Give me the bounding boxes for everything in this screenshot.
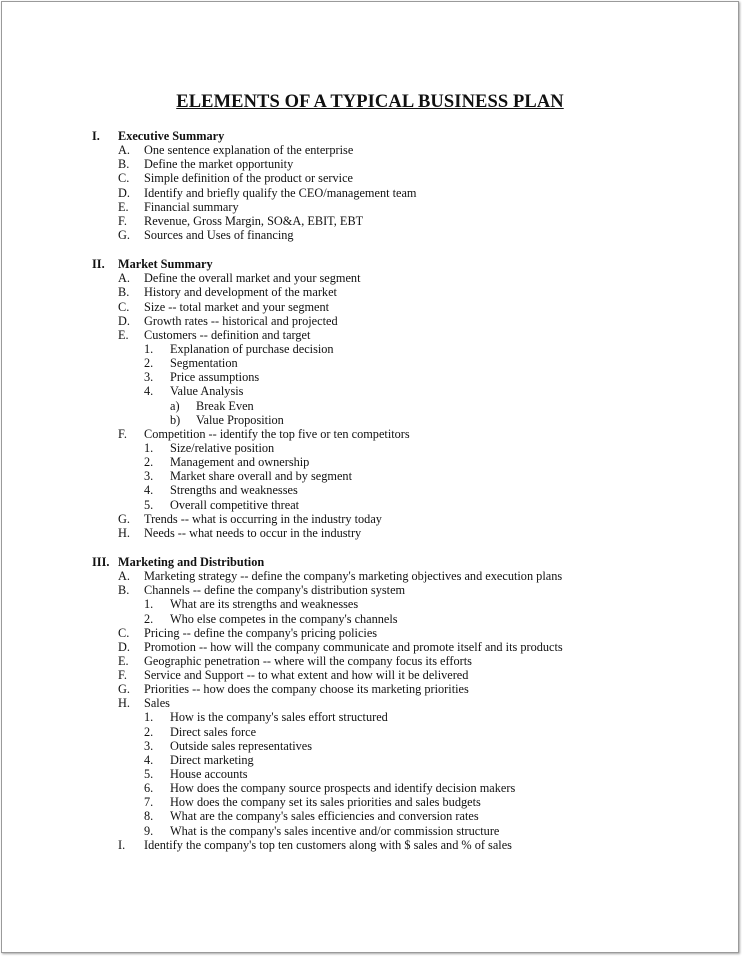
- outline-text: History and development of the market: [144, 285, 337, 300]
- outline-marker: E.: [118, 199, 129, 214]
- outline-marker: C.: [118, 171, 130, 186]
- outline-item: [92, 654, 712, 668]
- outline-marker: A.: [118, 271, 130, 286]
- outline-marker: 4.: [144, 384, 154, 399]
- outline-marker: 4.: [144, 483, 154, 498]
- outline-text: Price assumptions: [170, 370, 260, 385]
- outline-marker: E.: [118, 653, 129, 668]
- outline-text: Customers -- definition and target: [144, 327, 311, 342]
- outline-text: Revenue, Gross Margin, SO&A, EBIT, EBT: [144, 213, 364, 228]
- outline-marker: B.: [118, 583, 130, 598]
- outline-section: [92, 555, 712, 852]
- outline-text: How is the company's sales effort structured: [170, 710, 388, 725]
- outline-marker: I.: [92, 129, 100, 143]
- outline-marker: D.: [118, 639, 130, 654]
- outline-marker: b): [170, 412, 181, 427]
- outline-item: [92, 271, 712, 285]
- outline-marker: H.: [118, 696, 130, 711]
- outline-marker: G.: [118, 682, 130, 697]
- outline-text: What are the company's sales efficiencies and conversion rates: [170, 809, 479, 824]
- outline-section: [92, 129, 712, 242]
- outline-subitem: [92, 498, 712, 512]
- outline-item: [92, 314, 712, 328]
- outline-subitem: [92, 597, 712, 611]
- outline-subsubitem: [92, 413, 712, 427]
- outline-text: Pricing -- define the company's pricing policies: [144, 625, 378, 640]
- outline-text: Outside sales representatives: [170, 738, 313, 753]
- outline-marker: 3.: [144, 370, 154, 385]
- outline-marker: 4.: [144, 752, 154, 767]
- outline-text: Define the overall market and your segment: [144, 271, 361, 286]
- outline-text: How does the company set its sales priorities and sales budgets: [170, 795, 481, 810]
- document-title: ELEMENTS OF A TYPICAL BUSINESS PLAN: [176, 92, 564, 112]
- outline-item: [92, 526, 712, 540]
- outline-item: [92, 285, 712, 299]
- outline-subitem: [92, 455, 712, 469]
- outline-text: Value Analysis: [170, 384, 244, 399]
- outline-text: Financial summary: [144, 199, 239, 214]
- outline-marker: A.: [118, 569, 130, 584]
- outline-text: Value Proposition: [196, 412, 284, 427]
- outline-marker: F.: [118, 426, 127, 441]
- outline-text: Direct sales force: [170, 724, 257, 739]
- outline-subitem: [92, 781, 712, 795]
- outline-text: Marketing strategy -- define the company's marketing objectives and execution plans: [144, 569, 563, 584]
- outline-marker: D.: [118, 185, 130, 200]
- outline-text: Size/relative position: [170, 440, 275, 455]
- outline-text: How does the company source prospects and identify decision makers: [170, 781, 516, 796]
- outline-marker: 1.: [144, 710, 154, 725]
- outline-text: Sources and Uses of financing: [144, 227, 294, 242]
- outline-marker: B.: [118, 285, 130, 300]
- outline-marker: 6.: [144, 781, 154, 796]
- outline-marker: 7.: [144, 795, 154, 810]
- outline-item: [92, 427, 712, 441]
- outline-subitem: [92, 710, 712, 724]
- outline-subitem: [92, 767, 712, 781]
- outline-marker: II.: [92, 257, 105, 272]
- outline-text: Sales: [144, 696, 170, 711]
- outline-item: [92, 838, 712, 852]
- outline-item: [92, 640, 712, 654]
- outline-subitem: [92, 384, 712, 398]
- outline-text: Overall competitive threat: [170, 497, 300, 512]
- outline-marker: 1.: [144, 440, 154, 455]
- outline-text: House accounts: [170, 767, 248, 782]
- outline-text: Strengths and weaknesses: [170, 483, 298, 498]
- outline-text: Growth rates -- historical and projected: [144, 313, 338, 328]
- outline-item: [92, 200, 712, 214]
- outline-item: [92, 696, 712, 710]
- outline-marker: 3.: [144, 469, 154, 484]
- outline-marker: 2.: [144, 724, 154, 739]
- outline-item: [92, 186, 712, 200]
- outline-marker: 9.: [144, 823, 154, 838]
- outline-subsubitem: [92, 399, 712, 413]
- outline-text: Market Summary: [118, 257, 213, 272]
- outline-text: Identify the company's top ten customers along with $ sales and % of sales: [144, 837, 512, 852]
- outline-text: Simple definition of the product or service: [144, 171, 353, 186]
- outline-text: Needs -- what needs to occur in the industry: [144, 525, 362, 540]
- outline-marker: F.: [118, 668, 127, 683]
- outline-marker: 2.: [144, 455, 154, 470]
- document-page: [1, 1, 739, 953]
- outline-text: Identify and briefly qualify the CEO/management team: [144, 185, 417, 200]
- outline-marker: 3.: [144, 738, 154, 753]
- outline-subitem: [92, 824, 712, 838]
- outline-text: Management and ownership: [170, 455, 310, 470]
- outline-marker: 5.: [144, 767, 154, 782]
- outline-section: [92, 257, 712, 540]
- outline-subitem: [92, 795, 712, 809]
- outline-marker: E.: [118, 327, 129, 342]
- outline-marker: 1.: [144, 597, 154, 612]
- outline-item: [92, 157, 712, 171]
- outline-item: [92, 668, 712, 682]
- outline-marker: I.: [118, 837, 126, 852]
- outline-item: [92, 682, 712, 696]
- outline-subitem: [92, 725, 712, 739]
- outline-marker: A.: [118, 143, 130, 158]
- outline-text: What is the company's sales incentive and/or commission structure: [170, 823, 500, 838]
- outline-item: [92, 228, 712, 242]
- outline-subitem: [92, 370, 712, 384]
- outline-item: [92, 328, 712, 342]
- section-heading: [92, 129, 712, 143]
- outline-item: [92, 512, 712, 526]
- outline-subitem: [92, 441, 712, 455]
- outline-marker: a): [170, 398, 180, 413]
- business-plan-outline: [92, 129, 712, 852]
- outline-text: Promotion -- how will the company communicate and promote itself and its products: [144, 639, 563, 654]
- outline-marker: 2.: [144, 611, 154, 626]
- outline-item: [92, 171, 712, 185]
- outline-item: [92, 214, 712, 228]
- outline-subitem: [92, 342, 712, 356]
- outline-subitem: [92, 483, 712, 497]
- outline-marker: B.: [118, 157, 130, 172]
- outline-subitem: [92, 739, 712, 753]
- outline-subitem: [92, 753, 712, 767]
- outline-item: [92, 583, 712, 597]
- outline-marker: H.: [118, 525, 130, 540]
- outline-marker: 1.: [144, 341, 154, 356]
- outline-text: Size -- total market and your segment: [144, 299, 330, 314]
- outline-marker: G.: [118, 227, 130, 242]
- outline-text: Segmentation: [170, 356, 238, 371]
- outline-text: Trends -- what is occurring in the industry today: [144, 511, 382, 526]
- outline-marker: III.: [92, 554, 110, 569]
- outline-item: [92, 569, 712, 583]
- outline-marker: D.: [118, 313, 130, 328]
- outline-item: [92, 143, 712, 157]
- outline-marker: 2.: [144, 356, 154, 371]
- outline-text: Define the market opportunity: [144, 157, 294, 172]
- outline-marker: C.: [118, 299, 130, 314]
- outline-subitem: [92, 809, 712, 823]
- outline-text: Competition -- identify the top five or ten competitors: [144, 426, 410, 441]
- outline-subitem: [92, 356, 712, 370]
- outline-text: Executive Summary: [118, 129, 225, 143]
- outline-text: What are its strengths and weaknesses: [170, 597, 359, 612]
- outline-text: Service and Support -- to what extent and how will it be delivered: [144, 668, 469, 683]
- outline-text: Channels -- define the company's distribution system: [144, 583, 406, 598]
- outline-text: Market share overall and by segment: [170, 469, 352, 484]
- outline-text: Direct marketing: [170, 752, 254, 767]
- section-heading: [92, 257, 712, 271]
- outline-marker: F.: [118, 213, 127, 228]
- outline-item: [92, 626, 712, 640]
- outline-text: Explanation of purchase decision: [170, 341, 334, 356]
- outline-marker: 8.: [144, 809, 154, 824]
- section-heading: [92, 555, 712, 569]
- outline-subitem: [92, 469, 712, 483]
- outline-text: Who else competes in the company's channels: [170, 611, 398, 626]
- outline-text: Priorities -- how does the company choose its marketing priorities: [144, 682, 469, 697]
- outline-marker: 5.: [144, 497, 154, 512]
- outline-marker: G.: [118, 511, 130, 526]
- outline-marker: C.: [118, 625, 130, 640]
- outline-subitem: [92, 612, 712, 626]
- outline-item: [92, 300, 712, 314]
- outline-text: Geographic penetration -- where will the company focus its efforts: [144, 653, 472, 668]
- outline-text: Break Even: [196, 398, 254, 413]
- outline-text: One sentence explanation of the enterprise: [144, 143, 354, 158]
- outline-text: Marketing and Distribution: [118, 554, 265, 569]
